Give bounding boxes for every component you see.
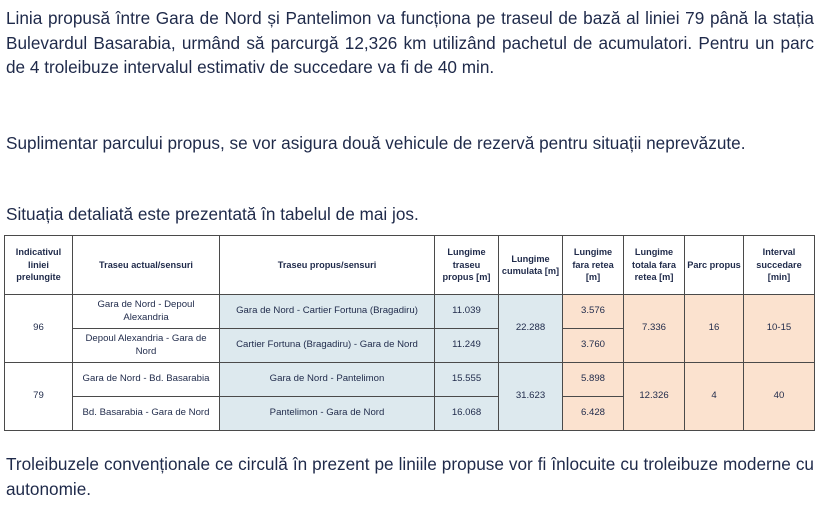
table-row	[5, 295, 815, 329]
route-table	[4, 235, 815, 431]
header-proposed-length: Lungime traseu propus [m]	[435, 236, 499, 295]
fleet-cell: 4	[685, 363, 744, 431]
no-network-length-cell: 5.898	[563, 363, 624, 397]
total-no-network-cell: 7.336	[624, 295, 685, 363]
paragraph-reserve-vehicles: Suplimentar parcului propus, se vor asigura două vehicule de rezervă pentru situații neprevăzute.	[6, 133, 746, 153]
header-length-no-network: Lungime fara retea [m]	[563, 236, 624, 295]
length-cell: 15.555	[435, 363, 499, 397]
header-interval: Interval succedare [min]	[744, 236, 815, 295]
proposed-route-cell: Pantelimon - Gara de Nord	[220, 397, 435, 431]
no-network-length-cell: 3.576	[563, 295, 624, 329]
header-proposed-route: Traseu propus/sensuri	[220, 236, 435, 295]
no-network-length-cell: 6.428	[563, 397, 624, 431]
paragraph-modern-trolleybuses: Troleibuzele convenționale ce circulă în prezent pe liniile propuse vor fi înlocuite cu troleibuze moderne cu autonomie.	[6, 454, 814, 499]
actual-route-cell: Bd. Basarabia - Gara de Nord	[73, 397, 220, 431]
header-total-no-network: Lungime totala fara retea [m]	[624, 236, 685, 295]
table-header-row	[5, 236, 815, 295]
header-cumulative-length: Lungime cumulata [m]	[499, 236, 563, 295]
paragraph-table-intro: Situația detaliată este prezentată în tabelul de mai jos.	[6, 204, 419, 224]
proposed-route-cell: Gara de Nord - Pantelimon	[220, 363, 435, 397]
fleet-cell: 16	[685, 295, 744, 363]
line-number-cell: 79	[5, 363, 73, 431]
no-network-length-cell: 3.760	[563, 329, 624, 363]
header-fleet: Parc propus	[685, 236, 744, 295]
length-cell: 11.039	[435, 295, 499, 329]
header-line-indicator: Indicativul liniei prelungite	[5, 236, 73, 295]
length-cell: 11.249	[435, 329, 499, 363]
actual-route-cell: Gara de Nord - Bd. Basarabia	[73, 363, 220, 397]
proposed-route-cell: Gara de Nord - Cartier Fortuna (Bragadiru)	[220, 295, 435, 329]
interval-cell: 40	[744, 363, 815, 431]
length-cell: 16.068	[435, 397, 499, 431]
table-row	[5, 363, 815, 397]
cumulative-length-cell: 22.288	[499, 295, 563, 363]
actual-route-cell: Depoul Alexandria - Gara de Nord	[73, 329, 220, 363]
paragraph-route-description: Linia propusă între Gara de Nord și Pantelimon va funcționa pe traseul de bază al liniei 79 până la stația Bulevardul Basarabia, urmând să parcurgă 12,326 km utilizând pachetul de acumulatori. Pentru un parc de 4 troleibuze intervalul estimativ de succedare va fi de 40 min.	[6, 8, 814, 77]
proposed-route-cell: Cartier Fortuna (Bragadiru) - Gara de Nord	[220, 329, 435, 363]
interval-cell: 10-15	[744, 295, 815, 363]
header-actual-route: Traseu actual/sensuri	[73, 236, 220, 295]
line-number-cell: 96	[5, 295, 73, 363]
actual-route-cell: Gara de Nord - Depoul Alexandria	[73, 295, 220, 329]
total-no-network-cell: 12.326	[624, 363, 685, 431]
cumulative-length-cell: 31.623	[499, 363, 563, 431]
